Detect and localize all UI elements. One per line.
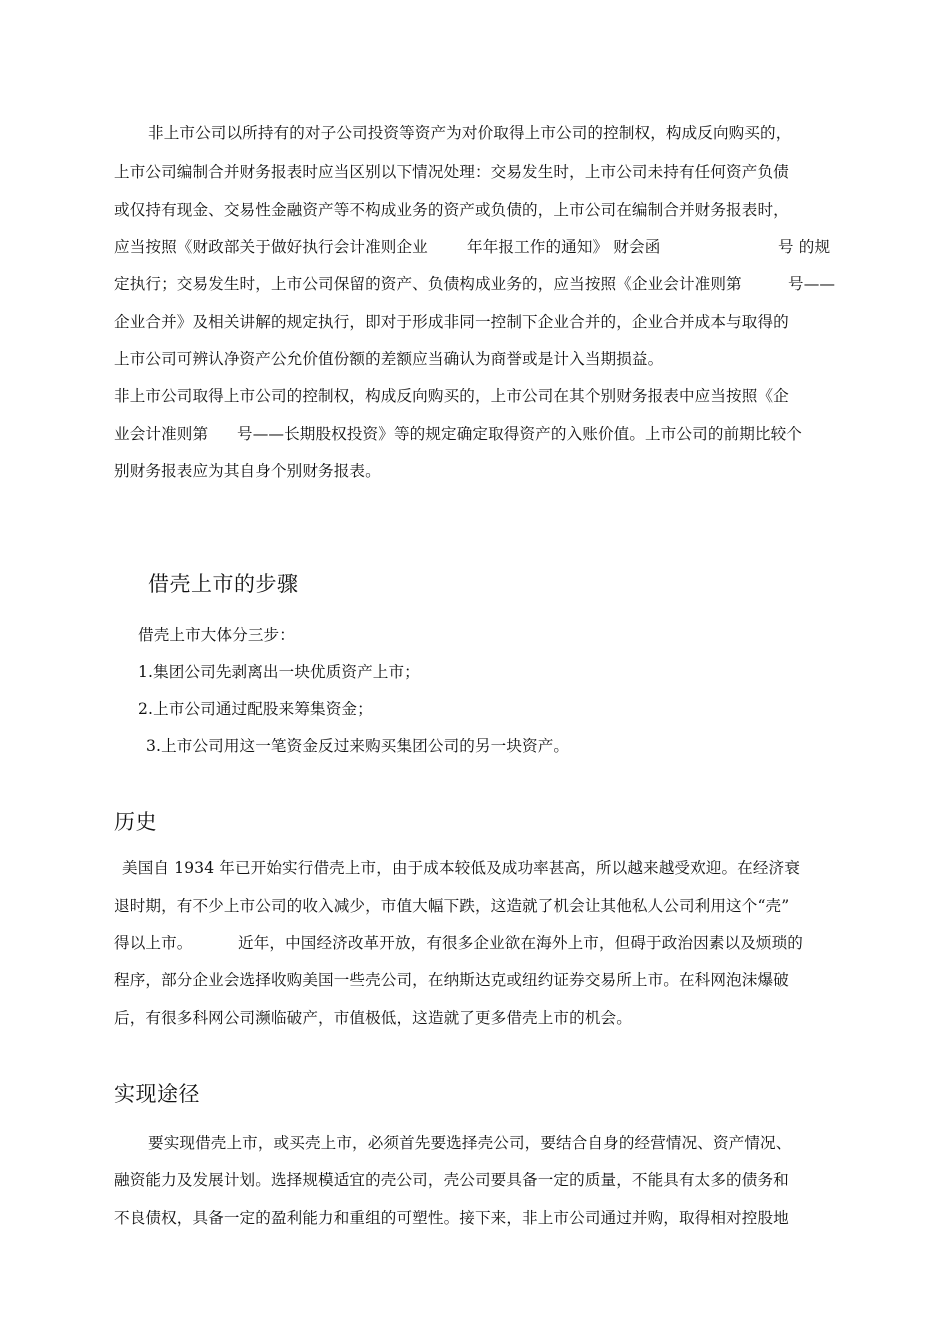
- paragraph-line: 后，有很多科网公司濒临破产，市值极低，这造就了更多借壳上市的机会。: [114, 1009, 632, 1027]
- step-item: 3.上市公司用这一笔资金反过来购买集团公司的另一块资产。: [146, 737, 570, 755]
- paragraph-line: 号——: [788, 275, 836, 293]
- paragraph-line: 上市公司可辨认净资产公允价值份额的差额应当确认为商誉或是计入当期损益。: [114, 350, 664, 368]
- paragraph-line: 企业合并》及相关讲解的规定执行，即对于形成非同一控制下企业合并的，企业合并成本与取得的: [114, 313, 789, 331]
- step-item: 2.上市公司通过配股来筹集资金；: [138, 700, 373, 718]
- paragraph-line: 得以上市。: [114, 934, 193, 952]
- paragraph-line: 退时期，有不少上市公司的收入减少，市值大幅下跌，这造就了机会让其他私人公司利用这个“壳”: [114, 897, 790, 915]
- paragraph-line: 美国自 1934 年已开始实行借壳上市，由于成本较低及成功率甚高，所以越来越受欢迎。在经济衰: [122, 859, 800, 877]
- section-heading-history: 历史: [114, 810, 157, 834]
- paragraph-line: 号——长期股权投资》等的规定确定取得资产的入账价值。上市公司的前期比较个: [237, 425, 802, 443]
- paragraph-line: 不良债权，具备一定的盈利能力和重组的可塑性。接下来，非上市公司通过并购，取得相对控股地: [114, 1209, 789, 1227]
- section-heading-route: 实现途径: [114, 1082, 200, 1106]
- section-heading-steps: 借壳上市的步骤: [148, 572, 299, 596]
- paragraph-line: 程序，部分企业会选择收购美国一些壳公司，在纳斯达克或纽约证券交易所上市。在科网泡沫爆破: [114, 971, 789, 989]
- paragraph-line: 或仅持有现金、交易性金融资产等不构成业务的资产或负债的，上市公司在编制合并财务报表时，: [114, 201, 789, 219]
- paragraph-line: 非上市公司以所持有的对子公司投资等资产为对价取得上市公司的控制权，构成反向购买的，: [148, 124, 792, 142]
- step-item: 1.集团公司先剥离出一块优质资产上市；: [138, 663, 420, 681]
- paragraph-line: 近年，中国经济改革开放，有很多企业欲在海外上市，但碍于政治因素以及烦琐的: [238, 934, 803, 952]
- paragraph-line: 业会计准则第: [114, 425, 209, 443]
- paragraph-line: 应当按照《财政部关于做好执行会计准则企业: [114, 238, 428, 256]
- paragraph-line: 融资能力及发展计划。选择规模适宜的壳公司，壳公司要具备一定的质量，不能具有太多的债务和: [114, 1171, 789, 1189]
- paragraph-line: 上市公司编制合并财务报表时应当区别以下情况处理：交易发生时，上市公司未持有任何资产负债: [114, 163, 789, 181]
- steps-intro: 借壳上市大体分三步：: [138, 626, 295, 644]
- paragraph-line: 年年报工作的通知》 财会函: [467, 238, 661, 256]
- paragraph-line: 定执行；交易发生时，上市公司保留的资产、负债构成业务的，应当按照《企业会计准则第: [114, 275, 742, 293]
- paragraph-line: 要实现借壳上市，或买壳上市，必须首先要选择壳公司，要结合自身的经营情况、资产情况、: [148, 1134, 792, 1152]
- paragraph-line: 号 的规: [778, 238, 831, 256]
- paragraph-line: 别财务报表应为其自身个别财务报表。: [114, 462, 381, 480]
- paragraph-line: 非上市公司取得上市公司的控制权，构成反向购买的，上市公司在其个别财务报表中应当按照《企: [114, 387, 789, 405]
